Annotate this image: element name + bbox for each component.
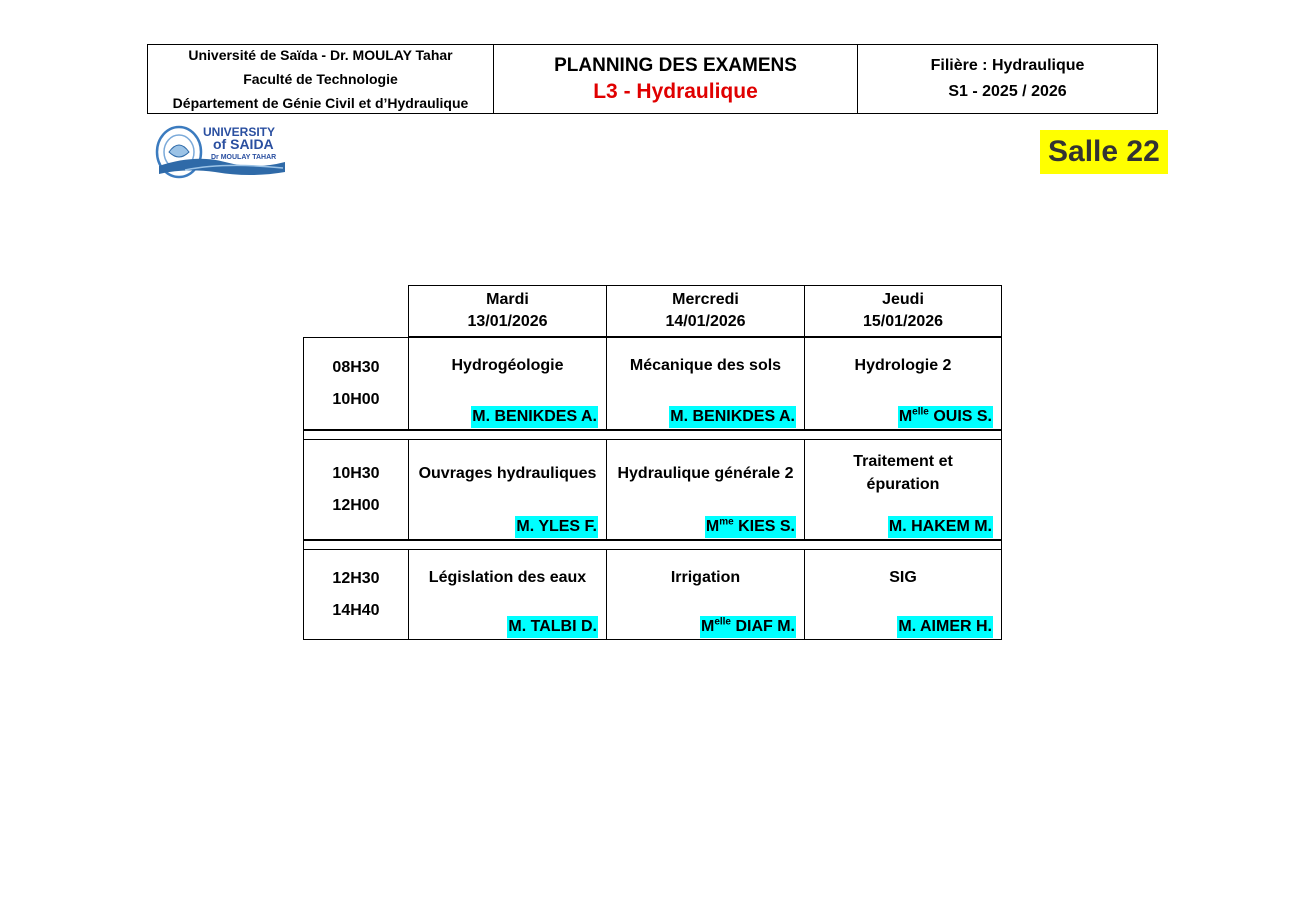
exam-cell [805, 440, 1001, 539]
day-date: 15/01/2026 [862, 313, 944, 330]
day-name: Mardi [486, 291, 529, 308]
institution-block [148, 45, 494, 113]
time-slot [304, 440, 409, 539]
day-date: 13/01/2026 [467, 313, 548, 330]
faculty-name: Faculté de Technologie [243, 71, 398, 87]
exam-professor [515, 516, 598, 538]
time-slot [304, 338, 409, 429]
prof-title: M [898, 408, 913, 425]
prof-name: OUIS S. [933, 408, 992, 425]
table-row [303, 439, 1002, 540]
table-row [303, 337, 1002, 430]
prof-title: M [705, 518, 720, 535]
day-name: Mercredi [672, 291, 739, 308]
exam-subject: Irrigation [670, 569, 741, 586]
logo-line-1: UNIVERSITY [203, 125, 276, 139]
exam-subject: Législation des eaux [428, 569, 587, 586]
slot-start: 08H30 [332, 358, 380, 376]
prof-name: KIES S. [738, 518, 795, 535]
prof-title: M [700, 618, 715, 635]
exam-professor [700, 616, 796, 638]
day-date: 14/01/2026 [665, 313, 746, 330]
prof-name: BENIKDES A. [692, 408, 795, 425]
prof-title-sup: elle [912, 406, 929, 418]
time-slot [304, 550, 409, 639]
filiere-label: Filière : Hydraulique [930, 57, 1085, 74]
day-header-3 [804, 285, 1002, 337]
prof-name: DIAF M. [735, 618, 795, 635]
exam-professor [705, 516, 796, 538]
prof-name: YLES F. [538, 518, 597, 535]
prof-name: BENIKDES A. [494, 408, 597, 425]
prof-title: M. [508, 618, 527, 635]
prof-title: M. [516, 518, 535, 535]
exam-cell [409, 440, 607, 539]
room-badge: Salle 22 [1040, 130, 1168, 174]
prof-name: AIMER H. [920, 618, 992, 635]
page-title: PLANNING DES EXAMENS [554, 55, 797, 76]
exam-cell [805, 338, 1001, 429]
prof-title: M. [472, 408, 491, 425]
slot-end: 10H00 [332, 390, 380, 408]
exam-subject: Hydraulique générale 2 [617, 465, 794, 482]
exam-subject: Hydrologie 2 [854, 357, 952, 374]
exam-cell [409, 550, 607, 639]
university-logo [155, 122, 287, 180]
page-subtitle: L3 - Hydraulique [593, 80, 758, 103]
exam-cell [805, 550, 1001, 639]
department-name: Département de Génie Civil et d’Hydraulique [172, 95, 469, 111]
exam-subject: Traitement et épuration [853, 453, 953, 493]
exam-subject: Mécanique des sols [629, 357, 782, 374]
exam-professor [898, 406, 993, 428]
document-header [147, 44, 1158, 114]
day-header-1 [408, 285, 607, 337]
university-name: Université de Saïda - Dr. MOULAY Tahar [188, 47, 453, 63]
exam-cell [409, 338, 607, 429]
prof-name: HAKEM M. [911, 518, 992, 535]
exam-cell [607, 550, 805, 639]
exam-subject: Hydrogéologie [451, 357, 564, 374]
slot-start: 10H30 [332, 464, 380, 482]
exam-professor [888, 516, 993, 538]
prof-title: M. [898, 618, 917, 635]
slot-end: 12H00 [332, 496, 380, 514]
prof-name: TALBI D. [530, 618, 597, 635]
slot-end: 14H40 [332, 601, 380, 619]
exam-professor [471, 406, 598, 428]
program-block [858, 45, 1157, 113]
exam-cell [607, 338, 805, 429]
exam-subject: SIG [889, 569, 917, 586]
exam-professor [897, 616, 993, 638]
prof-title-sup: elle [714, 616, 731, 628]
table-row [303, 549, 1002, 640]
slot-start: 12H30 [332, 569, 380, 587]
title-block [494, 45, 858, 113]
prof-title-sup: me [719, 516, 734, 528]
day-name: Jeudi [882, 291, 924, 308]
exam-professor [507, 616, 598, 638]
exam-subject: Ouvrages hydrauliques [418, 465, 597, 482]
prof-title: M. [888, 518, 907, 535]
day-header-2 [606, 285, 805, 337]
exam-professor [669, 406, 796, 428]
semester-label: S1 - 2025 / 2026 [948, 83, 1067, 100]
logo-line-2: of SAIDA [213, 136, 274, 152]
exam-cell [607, 440, 805, 539]
prof-title: M. [670, 408, 689, 425]
logo-line-3: Dr MOULAY TAHAR [211, 154, 277, 161]
